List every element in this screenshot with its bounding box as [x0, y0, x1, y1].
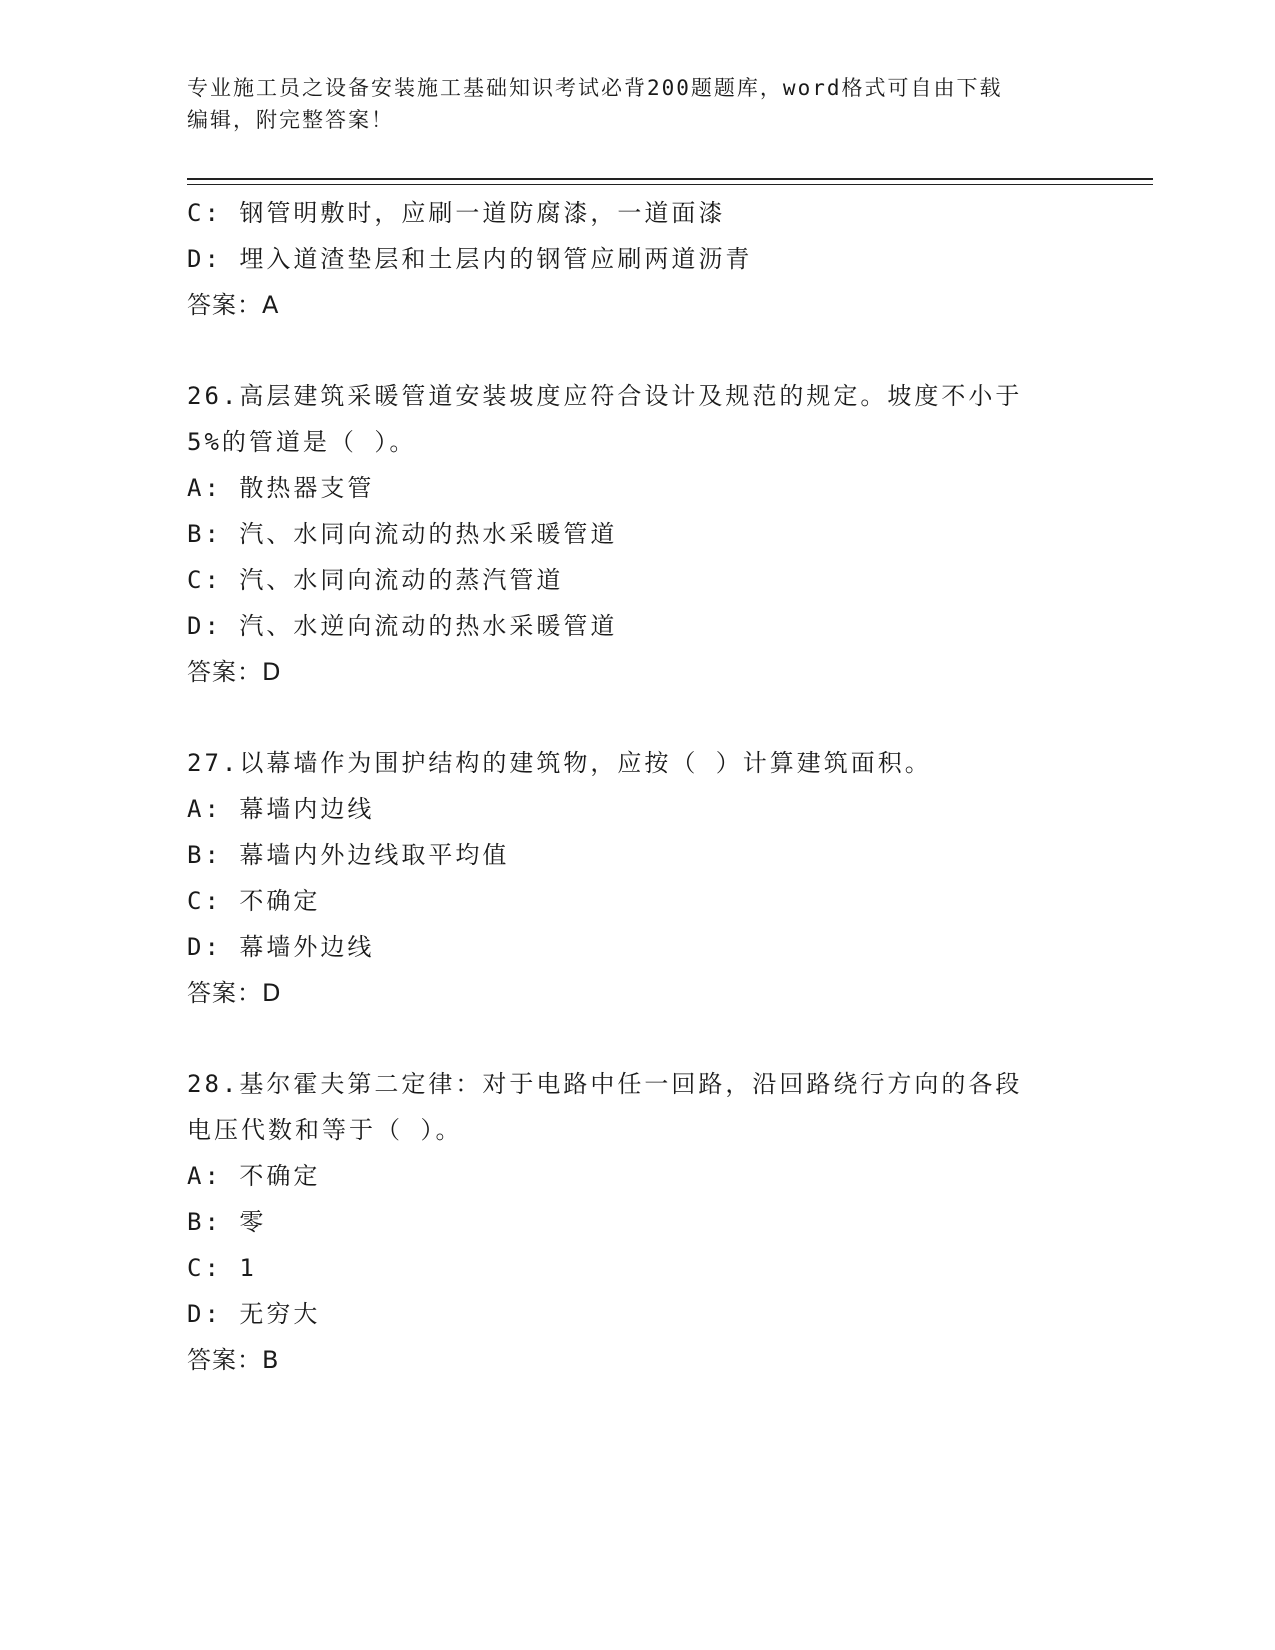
header-title-line-1: 专业施工员之设备安装施工基础知识考试必背200题题库，word格式可自由下载: [187, 76, 1003, 100]
option-a: A: 不确定: [187, 1162, 321, 1190]
option-c: C: 汽、水同向流动的蒸汽管道: [187, 566, 564, 594]
header-divider-thick: [187, 178, 1153, 180]
question-text-line-2: 5%的管道是（ ）。: [187, 428, 417, 456]
question-text-line-1: 28.基尔霍夫第二定律：对于电路中任一回路，沿回路绕行方向的各段: [187, 1070, 1023, 1098]
question-text-line-1: 26.高层建筑采暖管道安装坡度应符合设计及规范的规定。坡度不小于: [187, 382, 1023, 410]
header-title-line-2: 编辑，附完整答案！: [187, 108, 394, 132]
question-block-27: [187, 740, 1087, 1016]
option-c: C: 1: [187, 1254, 257, 1282]
question-block-28: [187, 1061, 1087, 1383]
question-block-prev: [187, 190, 1087, 328]
answer-line: 答案：D: [187, 658, 282, 686]
option-d: D: 汽、水逆向流动的热水采暖管道: [187, 612, 618, 640]
document-header: [187, 72, 1067, 136]
option-c: C: 钢管明敷时，应刷一道防腐漆，一道面漆: [187, 199, 726, 227]
answer-line: 答案：D: [187, 979, 282, 1007]
question-text-line-1: 27.以幕墙作为围护结构的建筑物，应按（ ）计算建筑面积。: [187, 749, 932, 777]
option-c: C: 不确定: [187, 887, 321, 915]
option-b: B: 零: [187, 1208, 267, 1236]
option-d: D: 埋入道渣垫层和土层内的钢管应刷两道沥青: [187, 245, 753, 273]
option-b: B: 幕墙内外边线取平均值: [187, 841, 510, 869]
question-block-26: [187, 373, 1087, 695]
answer-line: 答案：A: [187, 291, 280, 319]
answer-line: 答案：B: [187, 1346, 280, 1374]
question-list: [187, 190, 1087, 1383]
option-b: B: 汽、水同向流动的热水采暖管道: [187, 520, 618, 548]
option-d: D: 幕墙外边线: [187, 933, 375, 961]
question-text-line-2: 电压代数和等于（ ）。: [187, 1116, 463, 1144]
option-a: A: 幕墙内边线: [187, 795, 375, 823]
option-a: A: 散热器支管: [187, 474, 375, 502]
option-d: D: 无穷大: [187, 1300, 321, 1328]
header-divider-thin: [187, 184, 1153, 185]
